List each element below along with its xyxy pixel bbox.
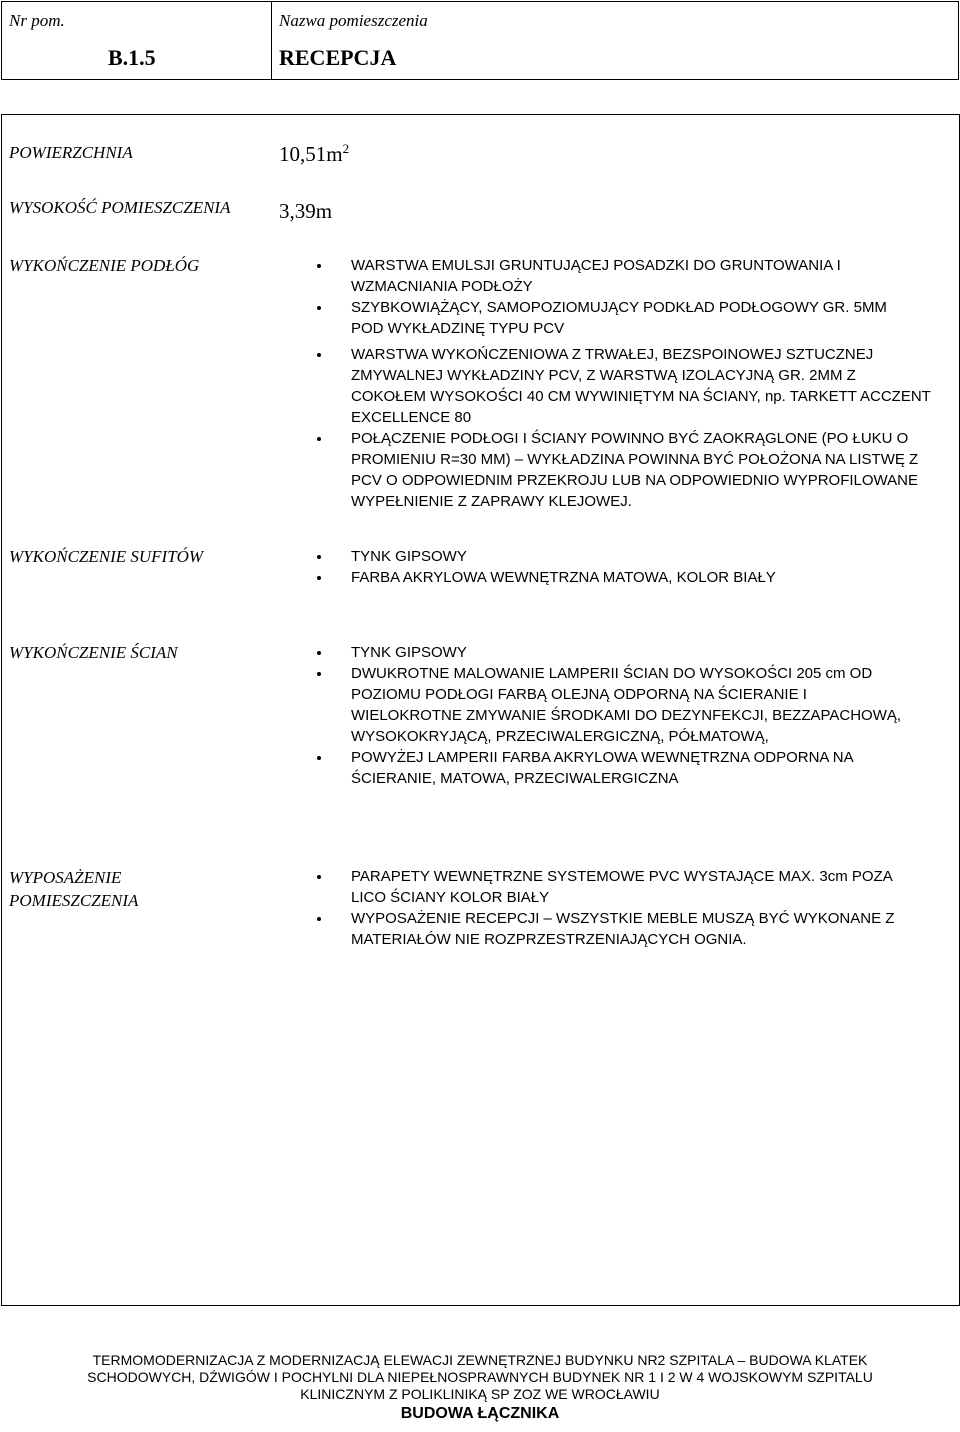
wyposazenie-item: PARAPETY WEWNĘTRZNE SYSTEMOWE PVC WYSTAJĄCE MAX. 3cm POZA LICO ŚCIANY KOLOR BIAŁY [315, 866, 911, 908]
wysokosc-label: WYSOKOŚĆ POMIESZCZENIA [9, 198, 231, 217]
wyposazenie-label [9, 866, 138, 912]
wyposazenie-item: WYPOSAŻENIE RECEPCJI – WSZYSTKIE MEBLE MUSZĄ BYĆ WYKONANE Z MATERIAŁÓW NIE ROZPRZESTRZENIAJĄCYCH OGNIA. [315, 908, 955, 950]
podlog-item: SZYBKOWIĄŻĄCY, SAMOPOZIOMUJĄCY PODKŁAD PODŁOGOWY GR. 5MM POD WYKŁADZINĘ TYPU PCV [315, 297, 911, 339]
powierzchnia-sup: 2 [342, 141, 350, 156]
footer-line3: KLINICZNYM Z POLIKLINIKĄ SP ZOZ WE WROCŁAWIU [300, 1386, 660, 1402]
powierzchnia-value [279, 142, 349, 167]
sufitow-item: FARBA AKRYLOWA WEWNĘTRZNA MATOWA, KOLOR BIAŁY [315, 567, 933, 588]
podlog-item: WARSTWA WYKOŃCZENIOWA Z TRWAŁEJ, BEZSPOINOWEJ SZTUCZNEJ ZMYWALNEJ WYKŁADZINY PCV, Z WARSTWĄ IZOLACYJNĄ GR. 2MM Z COKOŁEM WYSOKOŚCI 40 CM WYWINIĘTYM NA ŚCIANY, np. TARKETT ACCZENT EXCELLENCE 80 [315, 344, 933, 428]
sufitow-list [315, 546, 933, 588]
scian-item: TYNK GIPSOWY [315, 642, 915, 663]
podlog-item: WARSTWA EMULSJI GRUNTUJĄCEJ POSADZKI DO GRUNTOWANIA I WZMACNIANIA PODŁOŻY [315, 255, 933, 297]
footer-line1: TERMOMODERNIZACJA Z MODERNIZACJĄ ELEWACJI ZEWNĘTRZNEJ BUDYNKU NR2 SZPITALA – BUDOWA KLATEK [92, 1352, 868, 1368]
room-number: B.1.5 [108, 45, 156, 70]
scian-list [315, 642, 915, 789]
powierzchnia-number: 10,51m [279, 142, 343, 166]
wyposazenie-label-line2: POMIESZCZENIA [9, 891, 139, 910]
room-name: RECEPCJA [279, 45, 397, 70]
document-footer [20, 1352, 940, 1422]
nazwa-label: Nazwa pomieszczenia [279, 11, 428, 30]
wyposazenie-list [315, 866, 955, 950]
nr-label: Nr pom. [9, 11, 65, 30]
scian-label: WYKOŃCZENIE ŚCIAN [9, 643, 178, 662]
powierzchnia-label: POWIERZCHNIA [9, 143, 133, 162]
scian-item: DWUKROTNE MALOWANIE LAMPERII ŚCIAN DO WYSOKOŚCI 205 cm OD POZIOMU PODŁOGI FARBĄ OLEJNĄ ODPORNĄ NA ŚCIERANIE I WIELOKROTNE ZMYWANIE ŚRODKAMI DO DEZYNFEKCJI, BEZZAPACHOWĄ, WYSOKOKRYJĄCĄ, PRZECIWALERGICZNĄ, PÓŁMATOWĄ, [315, 663, 915, 747]
footer-line2: SCHODOWYCH, DŹWIGÓW I POCHYLNI DLA NIEPEŁNOSPRAWNYCH BUDYNEK NR 1 I 2 W 4 WOJSKOWYM SZPITALU [87, 1369, 873, 1385]
wyposazenie-label-line1: WYPOSAŻENIE [9, 868, 122, 887]
sufitow-item: TYNK GIPSOWY [315, 546, 933, 567]
podlog-label: WYKOŃCZENIE PODŁÓG [9, 256, 200, 275]
sufitow-label: WYKOŃCZENIE SUFITÓW [9, 547, 204, 566]
podlog-list [315, 255, 933, 512]
wysokosc-value: 3,39m [279, 199, 333, 223]
podlog-item: POŁĄCZENIE PODŁOGI I ŚCIANY POWINNO BYĆ ZAOKRĄGLONE (PO ŁUKU O PROMIENIU R=30 MM) – WYKŁADZINA POWINNA BYĆ POŁOŻONA NA LISTWĘ Z PCV O ODPOWIEDNIM PRZEKROJU LUB NA ODPOWIEDNIO WYPROFILOWANE WYPEŁNIENIE Z ZAPRAWY KLEJOWEJ. [315, 428, 933, 512]
footer-title: BUDOWA ŁĄCZNIKA [400, 1405, 560, 1422]
scian-item: POWYŻEJ LAMPERII FARBA AKRYLOWA WEWNĘTRZNA ODPORNA NA ŚCIERANIE, MATOWA, PRZECIWALERGICZNA [315, 747, 911, 789]
